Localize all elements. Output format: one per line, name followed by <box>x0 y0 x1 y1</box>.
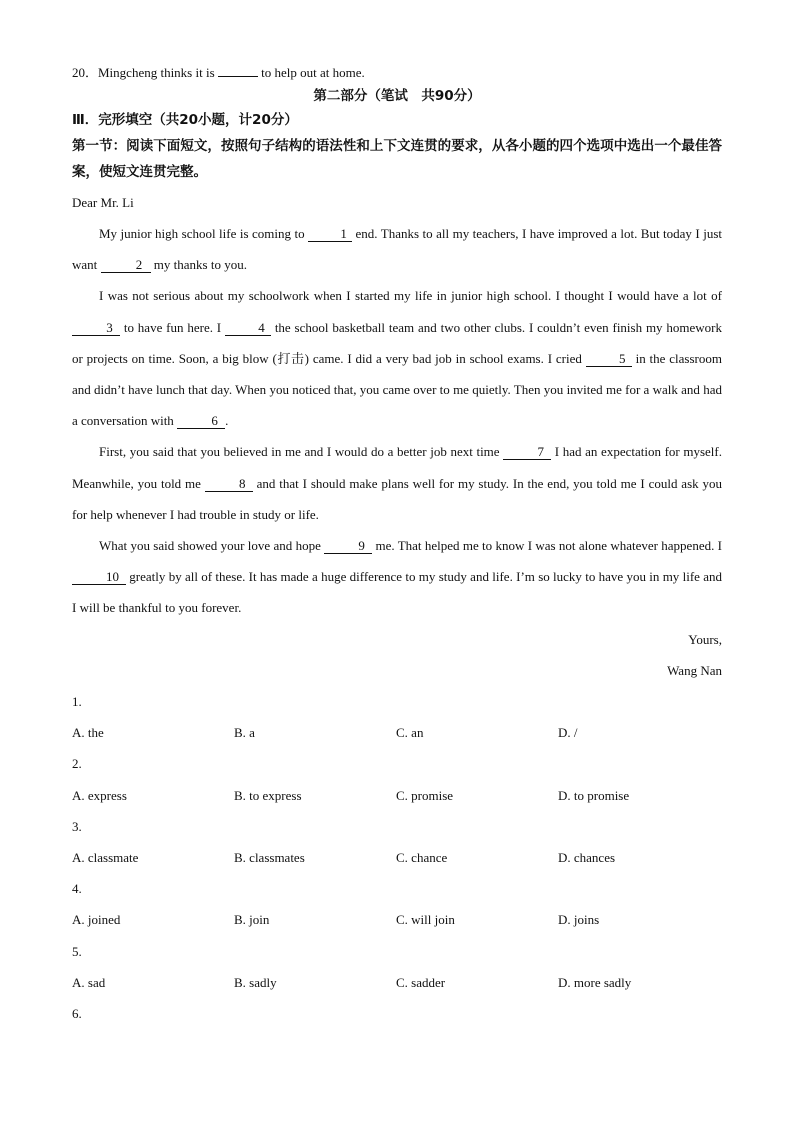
option-row <box>72 717 722 748</box>
blank-9: 9 <box>324 539 372 554</box>
paragraph-text: my thanks to you. <box>150 257 247 273</box>
paragraph-text: greatly by all of these. It has made a huge difference to my study and life. I’m so lucky to have you in my life and I will be thankful to you forever. <box>72 569 722 616</box>
blank-8: 8 <box>205 477 253 492</box>
paragraph-text: First, you said that you believed in me and I would do a better job next time <box>99 444 504 460</box>
paragraph-text: My junior high school life is coming to <box>99 226 309 241</box>
question-20 <box>72 62 722 84</box>
option-c[interactable]: C. will join <box>396 912 455 928</box>
blank-5: 5 <box>586 352 632 367</box>
paragraph-text: I was not serious about my schoolwork when I started my life in junior high school. I thought I would have a lot of <box>99 288 722 304</box>
option-b[interactable]: B. to express <box>234 787 302 803</box>
question-list <box>72 686 722 1029</box>
option-b[interactable]: B. a <box>234 725 255 741</box>
blank-3: 3 <box>72 321 120 336</box>
option-a[interactable]: A. classmate <box>72 849 139 865</box>
question-number: 3. <box>72 818 82 834</box>
blank-6: 6 <box>177 414 225 429</box>
question-number: 4. <box>72 881 82 897</box>
option-a[interactable]: A. express <box>72 787 127 803</box>
letter-paragraph-2 <box>72 280 722 436</box>
paragraph-text: end. Thanks to all my teachers, I have improved a lot. But today I just want <box>72 226 722 273</box>
option-d[interactable]: D. chances <box>558 849 616 865</box>
paragraph-text: and that I should make plans well for my study. In the end, you told me I could ask you for help whenever I had trouble in study or life. <box>72 475 722 522</box>
letter-signature: Wang Nan <box>667 662 722 678</box>
option-row <box>72 967 722 998</box>
instructions: 第一节：阅读下面短文，按照句子结构的语法性和上下文连贯的要求，从各小题的四个选项中选出一个最佳答案，使短文连贯完整。 <box>72 138 722 180</box>
letter-greeting: Dear Mr. Li <box>72 195 134 210</box>
letter-paragraph-4 <box>72 530 722 624</box>
option-b[interactable]: B. sadly <box>234 974 277 990</box>
option-c[interactable]: C. an <box>396 725 424 741</box>
letter-paragraph-1 <box>72 218 722 280</box>
paragraph-text: me. That helped me to know I was not alone whatever happened. I <box>372 538 723 554</box>
question-20-blank <box>218 76 258 77</box>
question-number: 1. <box>72 694 82 710</box>
question-number: 6. <box>72 1005 82 1021</box>
question-20-text-end: to help out at home. <box>257 65 365 80</box>
letter-closing: Yours, <box>688 631 722 647</box>
question-number: 5. <box>72 943 82 959</box>
blank-10: 10 <box>72 570 126 585</box>
option-row <box>72 904 722 935</box>
blank-7: 7 <box>503 445 551 460</box>
option-a[interactable]: A. joined <box>72 912 121 928</box>
option-row <box>72 780 722 811</box>
paragraph-text: the school basketball team and two other clubs. I couldn’t even finish my homework or projects on time. Soon, a big blow (打击) came. I did a very bad job in school exams. I cried <box>72 319 722 366</box>
paragraph-text: . <box>225 413 229 429</box>
paragraph-text: in the classroom and didn’t have lunch that day. When you noticed that, you came over to me quietly. Then you invited me for a walk and had a conversation with <box>72 350 722 429</box>
part-two-title: 第二部分（笔试 共90分） <box>313 88 481 104</box>
option-d[interactable]: D. joins <box>558 912 600 928</box>
blank-4: 4 <box>225 321 271 336</box>
option-b[interactable]: B. classmates <box>234 849 305 865</box>
letter-paragraph-3 <box>72 436 722 530</box>
exam-page <box>72 62 722 1029</box>
option-c[interactable]: C. sadder <box>396 974 446 990</box>
option-c[interactable]: C. chance <box>396 849 448 865</box>
blank-2: 2 <box>101 258 151 273</box>
option-a[interactable]: A. the <box>72 725 104 741</box>
question-number: 2. <box>72 756 82 772</box>
option-c[interactable]: C. promise <box>396 787 454 803</box>
section-title: Ⅲ．完形填空（共20小题，计20分） <box>72 112 298 128</box>
question-20-text: 20．Mingcheng thinks it is <box>72 65 218 80</box>
blank-1: 1 <box>308 227 352 242</box>
paragraph-text: What you said showed your love and hope <box>99 538 325 554</box>
option-a[interactable]: A. sad <box>72 974 106 990</box>
option-row <box>72 842 722 873</box>
option-d[interactable]: D. to promise <box>558 787 630 803</box>
option-d[interactable]: D. more sadly <box>558 974 632 990</box>
option-d[interactable]: D. / <box>558 725 578 741</box>
option-b[interactable]: B. join <box>234 912 270 928</box>
paragraph-text: to have fun here. I <box>120 319 225 335</box>
paragraph-text: I had an expectation for myself. Meanwhile, you told me <box>72 444 722 491</box>
